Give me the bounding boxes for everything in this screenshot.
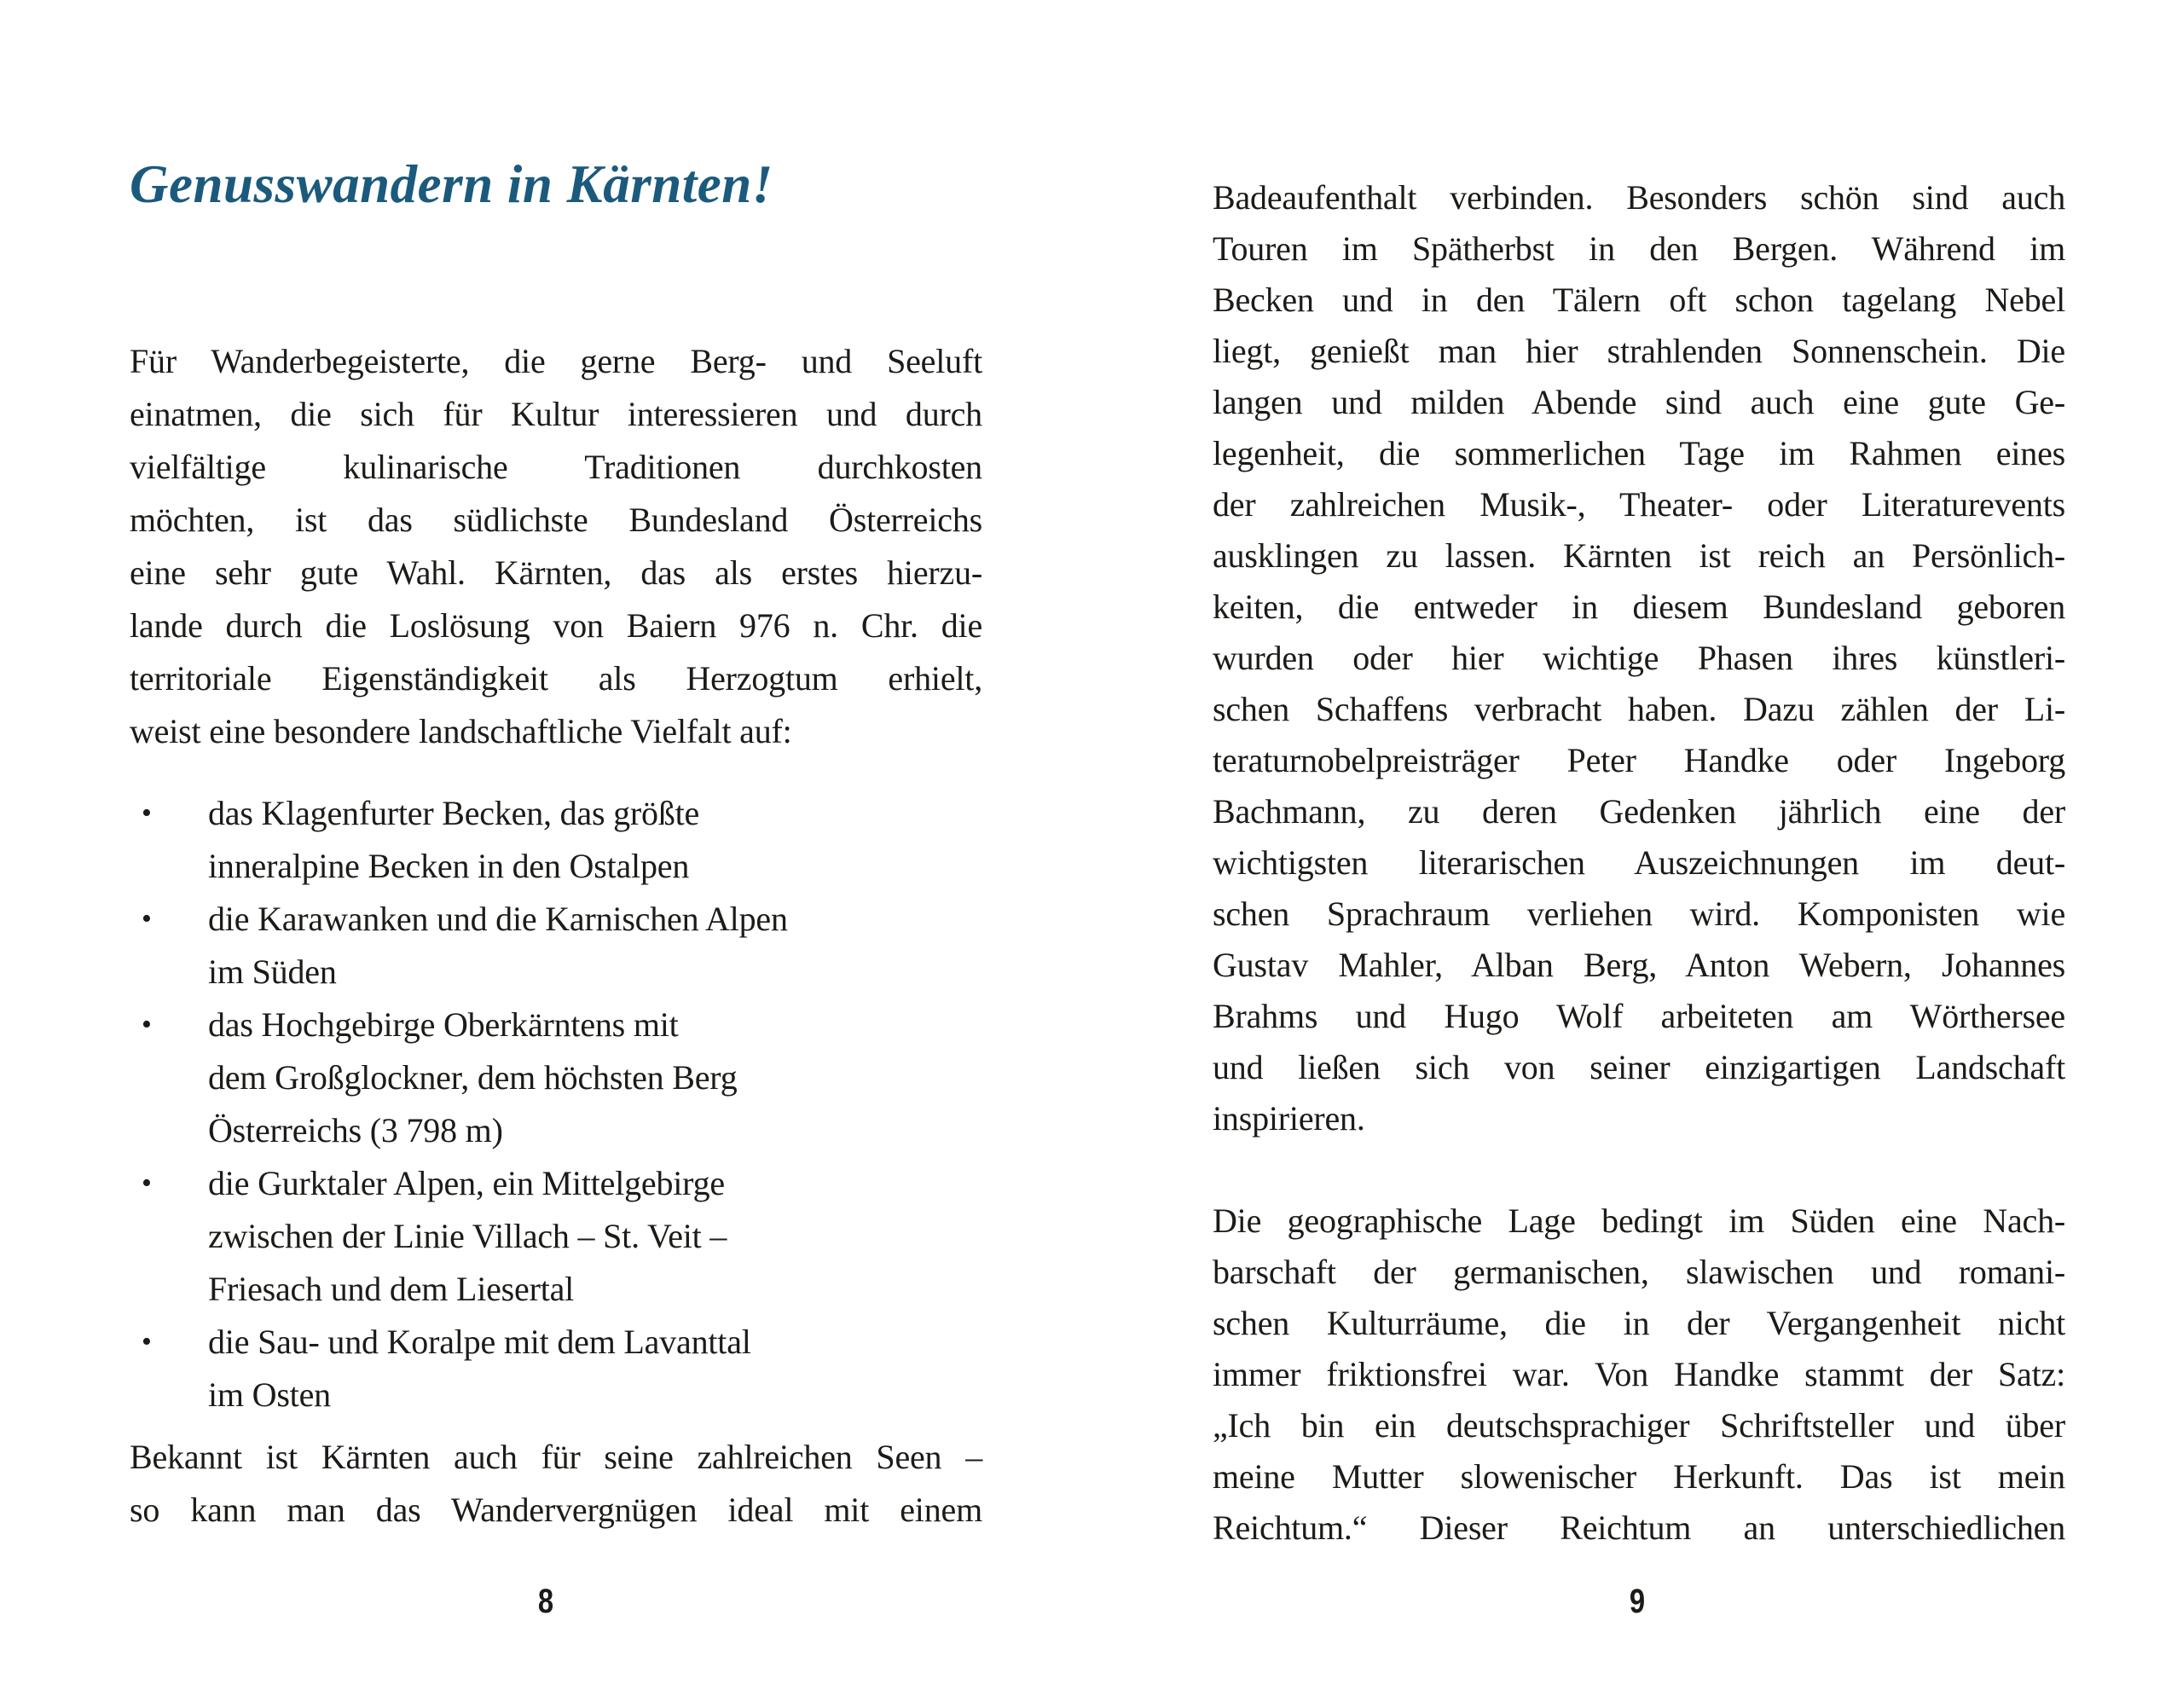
bullet-icon: • (142, 797, 152, 829)
bullet-item-line: • das Hochgebirge Oberkärntens mit (130, 999, 982, 1051)
bullet-continuation-line: im Süden (208, 952, 337, 991)
text-line: liegt, genießt man hier strahlenden Sonnenschein. Die (1213, 332, 2065, 370)
text-line: immer friktionsfrei war. Von Handke stammt der Satz: (1213, 1355, 2065, 1393)
text-line: Die geographische Lage bedingt im Süden eine Nach- (1213, 1201, 2065, 1240)
text-line: inspirieren. (1213, 1099, 1365, 1138)
bullet-continuation-line: im Osten (208, 1375, 331, 1414)
text-line: Becken und in den Tälern oft schon tagelang Nebel (1213, 281, 2065, 319)
text-line: eine sehr gute Wahl. Kärnten, das als erstes hierzu- (130, 553, 982, 592)
bullet-icon: • (142, 1009, 152, 1040)
text-line: weist eine besondere landschaftliche Vielfalt auf: (130, 712, 792, 750)
bullet-continuation-line: inneralpine Becken in den Ostalpen (208, 847, 690, 885)
text-line: schen Kulturräume, die in der Vergangenheit nicht (1213, 1304, 2065, 1342)
right-paragraph-1 (1213, 172, 2065, 1144)
text-line: Für Wanderbegeisterte, die gerne Berg- und Seeluft (130, 342, 982, 380)
text-line: einatmen, die sich für Kultur interessieren und durch (130, 395, 982, 433)
text-line: möchten, ist das südlichste Bundesland Österreichs (130, 501, 982, 539)
text-line: Badeaufenthalt verbinden. Besonders schön sind auch (1213, 178, 2065, 217)
text-line: langen und milden Abende sind auch eine gute Ge- (1213, 383, 2065, 421)
bullet-icon: • (142, 903, 152, 935)
text-line: „Ich bin ein deutschsprachiger Schriftsteller und über (1213, 1406, 2065, 1445)
text-line: territoriale Eigenständigkeit als Herzogtum erhielt, (130, 659, 982, 698)
text-line: der zahlreichen Musik-, Theater- oder Literaturevents (1213, 485, 2065, 524)
bullet-item-line: • die Gurktaler Alpen, ein Mittelgebirge (130, 1157, 982, 1210)
page-number-left: 8 (537, 1583, 554, 1620)
left-paragraph-2 (130, 1431, 982, 1537)
text-line: ausklingen zu lassen. Kärnten ist reich an Persönlich- (1213, 536, 2065, 575)
text-line: lande durch die Loslösung von Baiern 976 n. Chr. die (130, 606, 982, 645)
chapter-title: Genusswandern in Kärnten! (130, 154, 773, 214)
bullet-continuation-line: dem Großglockner, dem höchsten Berg (208, 1058, 738, 1097)
bullet-icon: • (142, 1326, 152, 1358)
text-line: wichtigsten literarischen Auszeichnungen im deut- (1213, 843, 2065, 882)
landscape-bullet-list (130, 787, 982, 1421)
text-line: legenheit, die sommerlichen Tage im Rahmen eines (1213, 434, 2065, 472)
bullet-item-line: • die Karawanken und die Karnischen Alpen (130, 893, 982, 946)
text-line: Reichtum.“ Dieser Reichtum an unterschiedlichen (1213, 1508, 2065, 1547)
right-paragraph-2 (1213, 1196, 2065, 1554)
text-line: wurden oder hier wichtige Phasen ihres künstleri- (1213, 639, 2065, 677)
text-line: vielfältige kulinarische Traditionen durchkosten (130, 448, 982, 486)
bullet-continuation-line: Österreichs (3 798 m) (208, 1111, 503, 1149)
text-line: Bekannt ist Kärnten auch für seine zahlreichen Seen – (130, 1438, 982, 1476)
text-line: schen Schaffens verbracht haben. Dazu zählen der Li- (1213, 690, 2065, 728)
bullet-icon: • (142, 1167, 152, 1199)
text-line: Touren im Spätherbst in den Bergen. Während im (1213, 229, 2065, 268)
bullet-item-line: • die Sau- und Koralpe mit dem Lavanttal (130, 1316, 982, 1369)
text-line: Brahms und Hugo Wolf arbeiteten am Wörthersee (1213, 997, 2065, 1035)
left-paragraph-1 (130, 335, 982, 758)
text-line: keiten, die entweder in diesem Bundesland geboren (1213, 588, 2065, 626)
text-line: teraturnobelpreisträger Peter Handke oder Ingeborg (1213, 741, 2065, 779)
text-line: und ließen sich von seiner einzigartigen Landschaft (1213, 1048, 2065, 1086)
text-line: so kann man das Wandervergnügen ideal mit einem (130, 1491, 982, 1529)
text-line: schen Sprachraum verliehen wird. Komponisten wie (1213, 895, 2065, 933)
bullet-item-line: • das Klagenfurter Becken, das größte (130, 787, 982, 840)
text-line: Gustav Mahler, Alban Berg, Anton Webern, Johannes (1213, 946, 2065, 984)
text-line: Bachmann, zu deren Gedenken jährlich eine der (1213, 792, 2065, 831)
page-number-right: 9 (1629, 1583, 1646, 1620)
text-line: meine Mutter slowenischer Herkunft. Das ist mein (1213, 1457, 2065, 1496)
bullet-continuation-line: zwischen der Linie Villach – St. Veit – (208, 1217, 727, 1255)
text-line: barschaft der germanischen, slawischen und romani- (1213, 1253, 2065, 1291)
bullet-continuation-line: Friesach und dem Liesertal (208, 1270, 575, 1308)
